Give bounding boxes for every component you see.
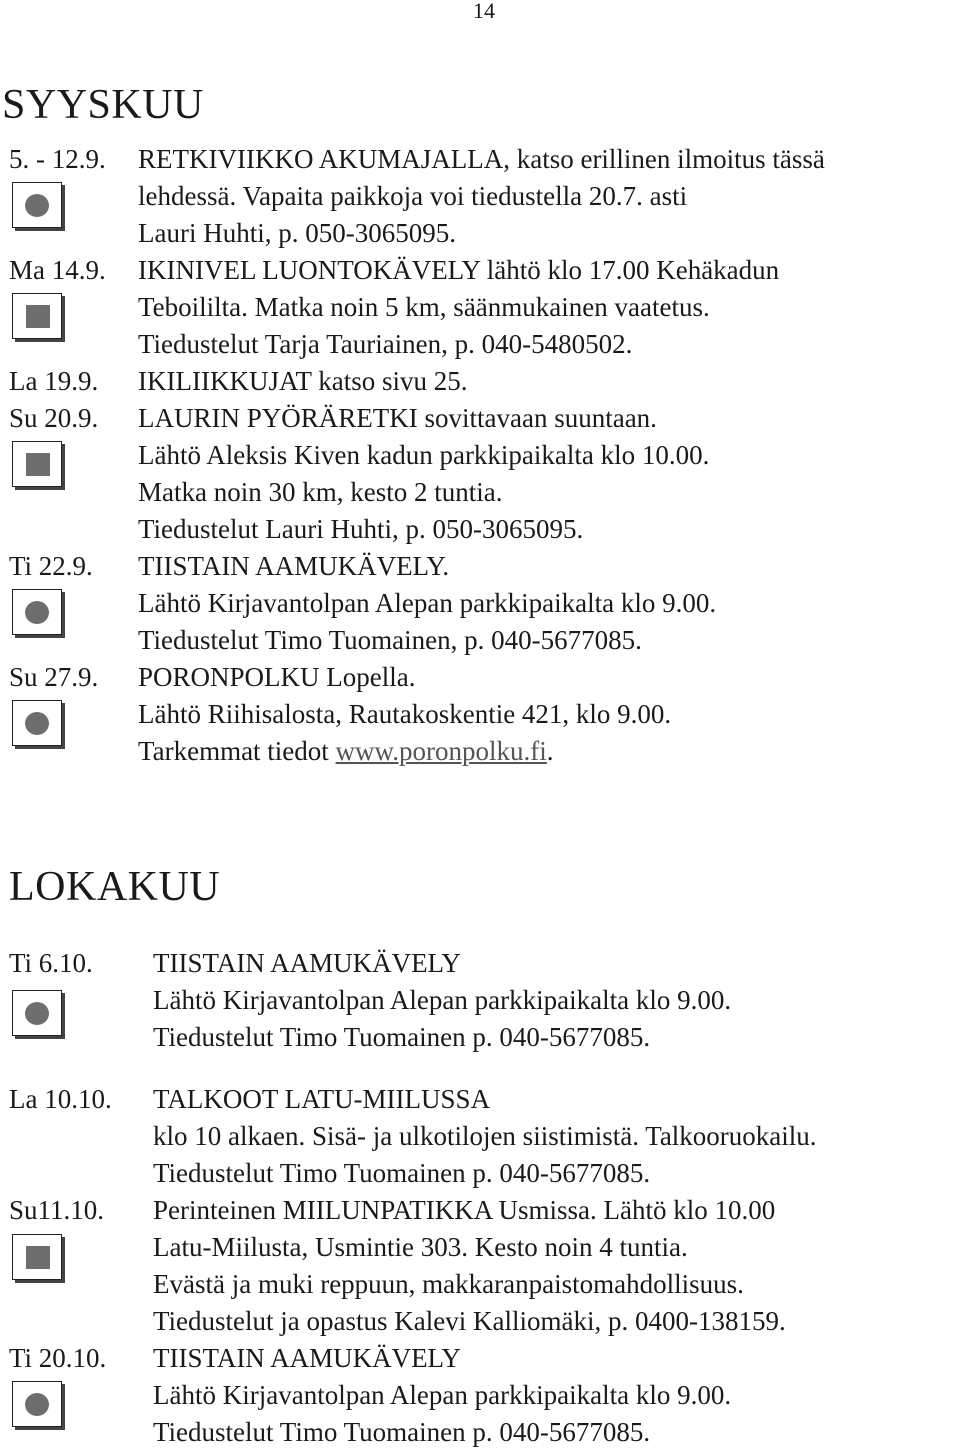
event-line: Lauri Huhti, p. 050-3065095. <box>138 218 456 248</box>
event-line: LAURIN PYÖRÄRETKI sovittavaan suuntaan. <box>138 403 657 433</box>
event-date: Ti 6.10. <box>9 948 93 978</box>
event-line: Matka noin 30 km, kesto 2 tuntia. <box>138 477 503 507</box>
event-date: Ti 22.9. <box>9 551 93 581</box>
event-date: Su 20.9. <box>9 403 99 433</box>
page-number: 14 <box>473 0 495 23</box>
event-date: La 19.9. <box>9 366 99 396</box>
square-icon <box>12 441 62 487</box>
event-line: Tiedustelut Timo Tuomainen p. 040-5677085. <box>153 1158 651 1188</box>
event-line-prefix: Tarkemmat tiedot <box>138 736 336 766</box>
poronpolku-link[interactable]: www.poronpolku.fi <box>335 736 547 766</box>
event-line: IKILIIKKUJAT katso sivu 25. <box>138 366 468 396</box>
event-line: TIISTAIN AAMUKÄVELY. <box>138 551 450 581</box>
event-date: Ti 20.10. <box>9 1343 107 1373</box>
event-line: Lähtö Riihisalosta, Rautakoskentie 421, klo 9.00. <box>138 699 672 729</box>
event-line: Latu-Miilusta, Usmintie 303. Kesto noin 4 tuntia. <box>153 1232 688 1262</box>
event-line: Lähtö Kirjavantolpan Alepan parkkipaikalta klo 9.00. <box>138 588 717 618</box>
event-date: Ma 14.9. <box>9 255 106 285</box>
event-line: TIISTAIN AAMUKÄVELY <box>153 1343 461 1373</box>
circle-icon <box>12 1381 62 1427</box>
event-line: IKINIVEL LUONTOKÄVELY lähtö klo 17.00 Kehäkadun <box>138 255 780 285</box>
event-line: TALKOOT LATU-MIILUSSA <box>153 1084 491 1114</box>
event-line: Tiedustelut Lauri Huhti, p. 050-3065095. <box>138 514 584 544</box>
event-line-suffix: . <box>546 736 554 766</box>
event-line: Tiedustelut Tarja Tauriainen, p. 040-5480502. <box>138 329 633 359</box>
event-line: Tiedustelut Timo Tuomainen p. 040-5677085. <box>153 1417 651 1447</box>
circle-icon <box>12 589 62 635</box>
event-line: Lähtö Kirjavantolpan Alepan parkkipaikalta klo 9.00. <box>153 1380 732 1410</box>
circle-icon <box>12 990 62 1036</box>
event-line: Tiedustelut Timo Tuomainen, p. 040-5677085. <box>138 625 642 655</box>
event-line: Perinteinen MIILUNPATIKKA Usmissa. Lähtö klo 10.00 <box>153 1195 776 1225</box>
event-line: Tiedustelut Timo Tuomainen p. 040-5677085. <box>153 1022 651 1052</box>
square-icon <box>12 293 62 339</box>
circle-icon <box>12 700 62 746</box>
square-icon <box>12 1234 62 1280</box>
event-line: TIISTAIN AAMUKÄVELY <box>153 948 461 978</box>
event-date: Su 27.9. <box>9 662 99 692</box>
event-line: Tiedustelut ja opastus Kalevi Kalliomäki, p. 0400-138159. <box>153 1306 786 1336</box>
event-line: PORONPOLKU Lopella. <box>138 662 416 692</box>
section-heading-syyskuu: SYYSKUU <box>2 82 204 128</box>
event-date: Su11.10. <box>9 1195 105 1225</box>
circle-icon <box>12 182 62 228</box>
event-line: Evästä ja muki reppuun, makkaranpaistomahdollisuus. <box>153 1269 744 1299</box>
event-line: Lähtö Kirjavantolpan Alepan parkkipaikalta klo 9.00. <box>153 985 732 1015</box>
event-line: klo 10 alkaen. Sisä- ja ulkotilojen siistimistä. Talkooruokailu. <box>153 1121 817 1151</box>
event-line: Lähtö Aleksis Kiven kadun parkkipaikalta klo 10.00. <box>138 440 710 470</box>
event-date: La 10.10. <box>9 1084 112 1114</box>
event-line <box>138 733 554 770</box>
event-line: Teboililta. Matka noin 5 km, säänmukainen vaatetus. <box>138 292 710 322</box>
section-heading-lokakuu: LOKAKUU <box>9 864 221 910</box>
event-date: 5. - 12.9. <box>9 144 106 174</box>
event-line: RETKIVIIKKO AKUMAJALLA, katso erillinen ilmoitus tässä <box>138 144 825 174</box>
event-line: lehdessä. Vapaita paikkoja voi tiedustella 20.7. asti <box>138 181 688 211</box>
